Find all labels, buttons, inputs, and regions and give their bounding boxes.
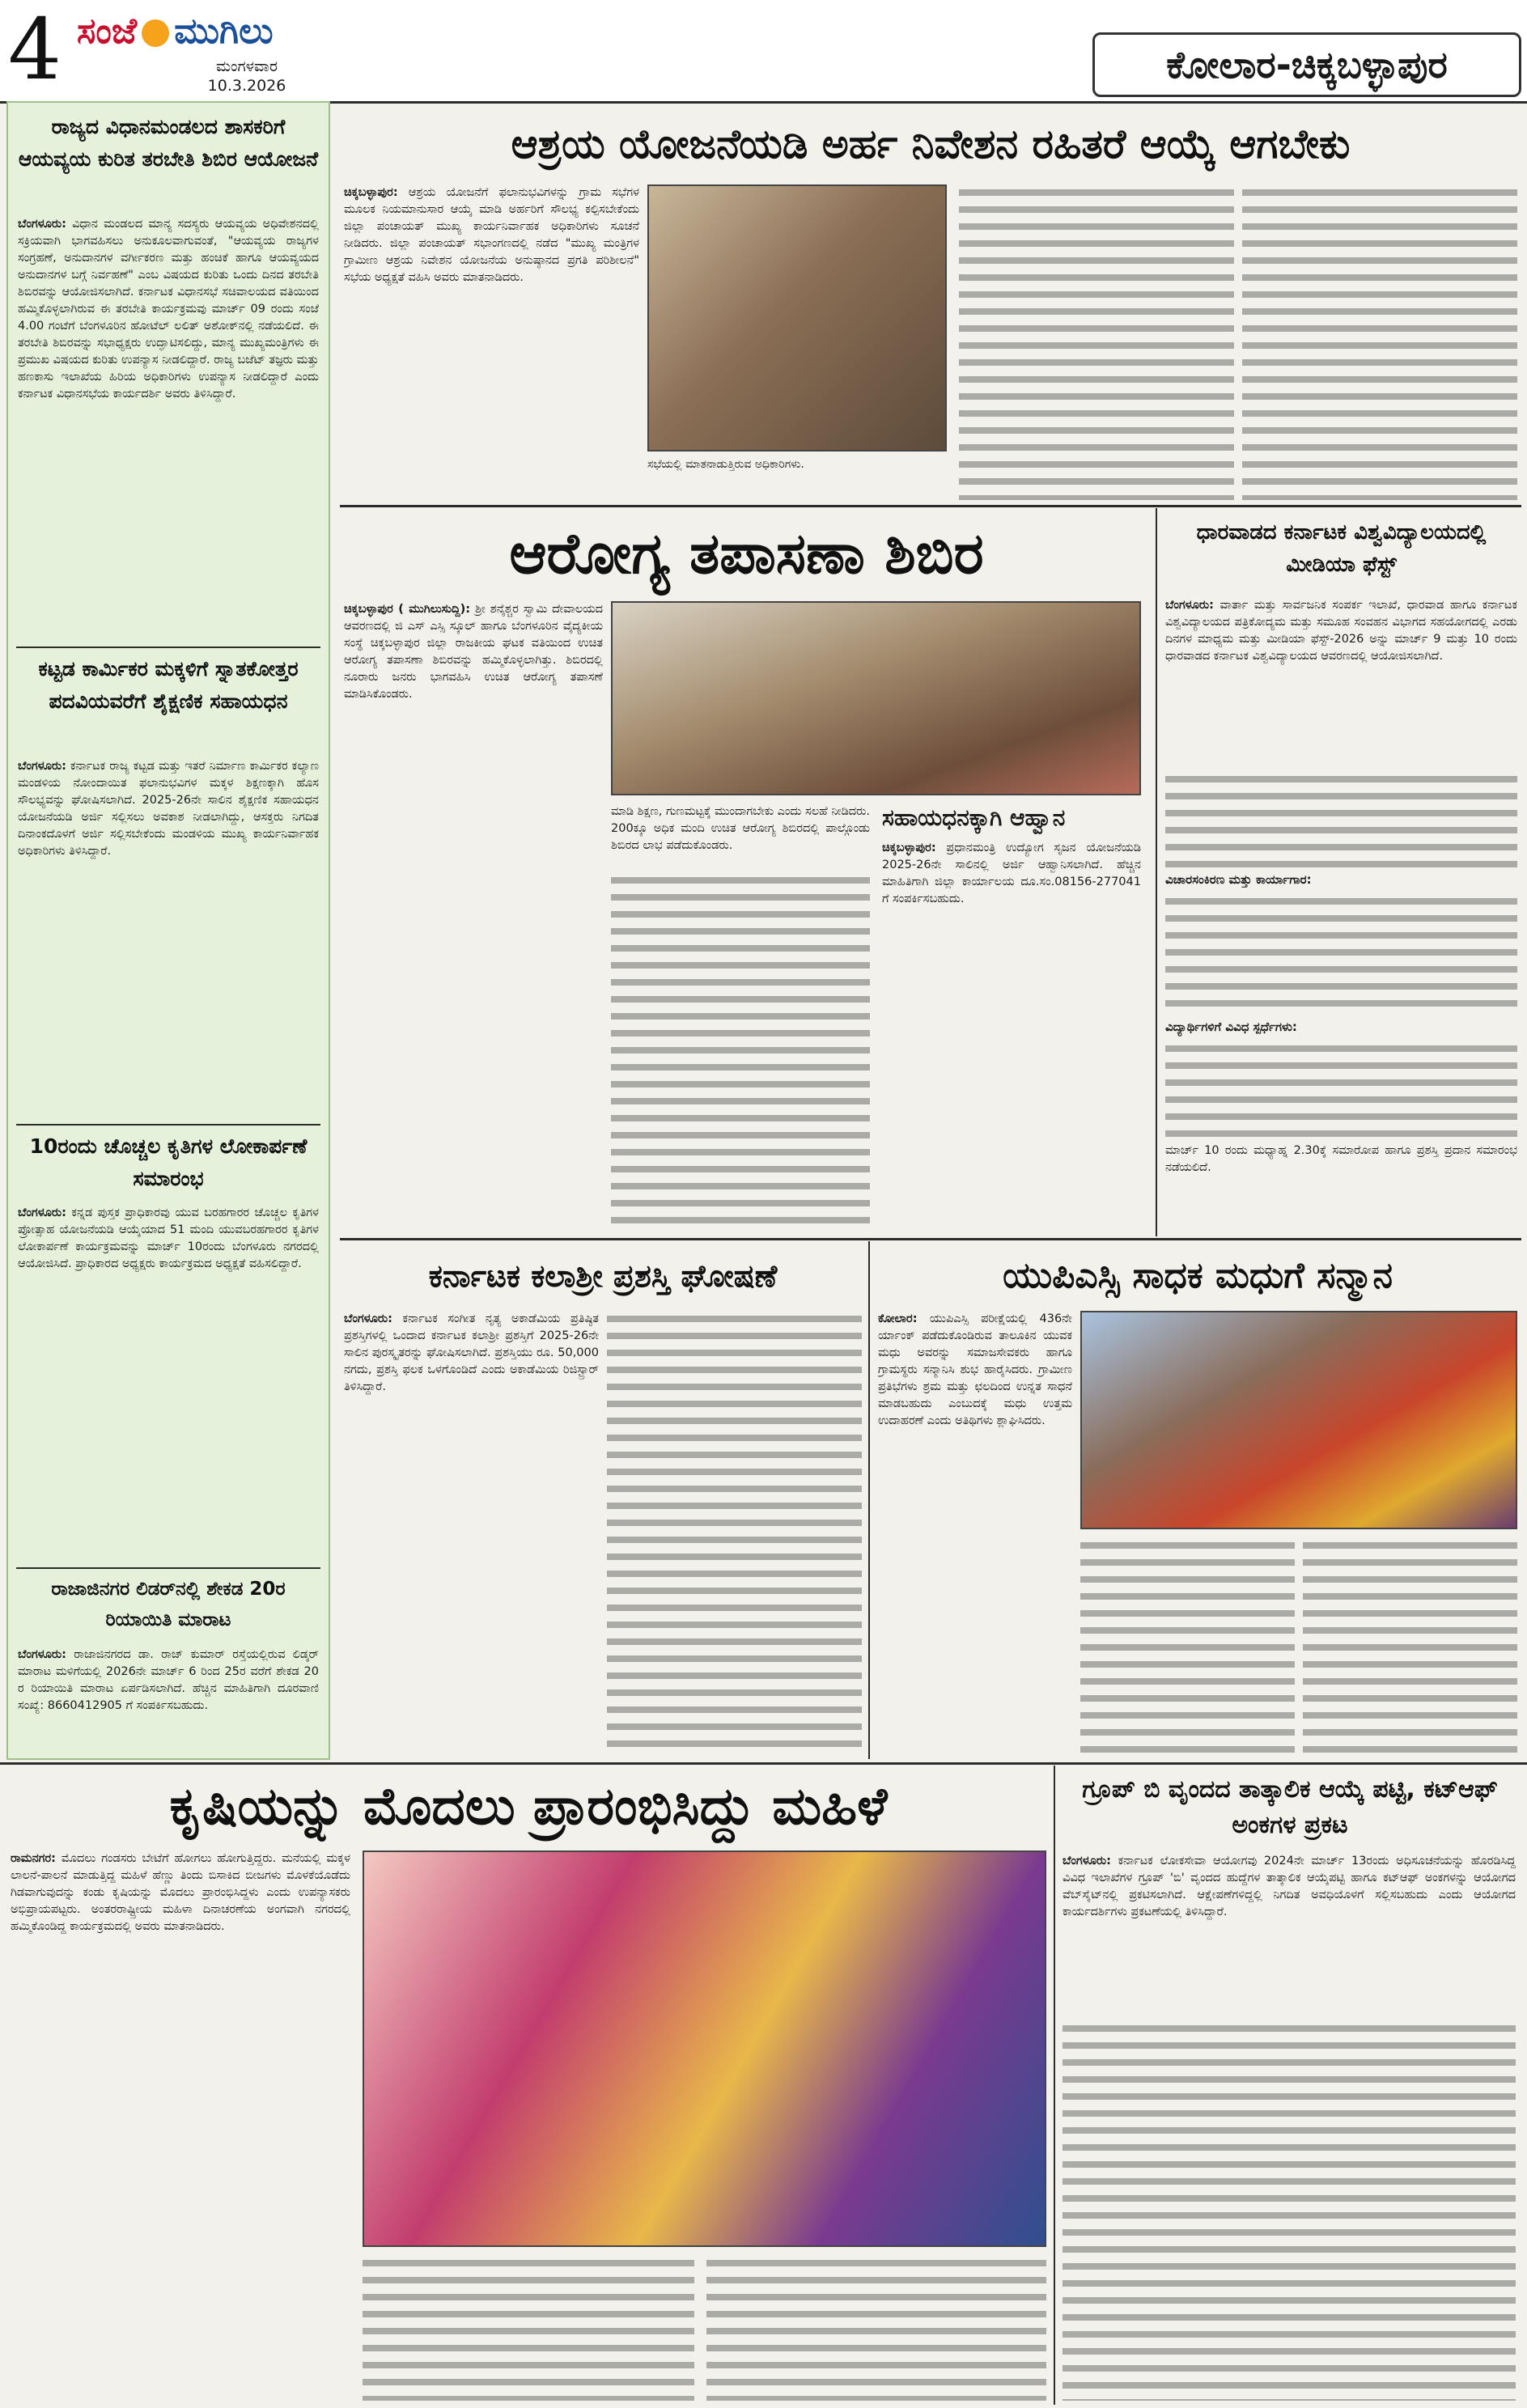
issue-date — [166, 57, 328, 97]
group-b-body — [1063, 1853, 1516, 2015]
kalashri-dateline: ಬೆಂಗಳೂರು: — [344, 1312, 392, 1325]
section-title: ಕೋಲಾರ-ಚಿಕ್ಕಬಳ್ಳಾಪುರ — [1092, 32, 1521, 97]
sidebar-divider — [16, 647, 320, 648]
sidebar-story2-text: ಕರ್ನಾಟಕ ರಾಜ್ಯ ಕಟ್ಟಡ ಮತ್ತು ಇತರೆ ನಿರ್ಮಾಣ ಕಾರ್ಮಿಕರ ಕಲ್ಯಾಣ ಮಂಡಳಿಯ ನೋಂದಾಯಿತ ಫಲಾನುಭವಿಗಳ ಮಕ್ಕಳ ಶಿಕ್ಷಣಕ್ಕಾಗಿ ಹೊಸ ಸೌಲಭ್ಯವನ್ನು ಘೋಷಿಸಲಾಗಿದೆ. 2025-26ನೇ ಸಾಲಿನ ಶೈಕ್ಷಣಿಕ ಸಹಾಯಧನ ಯೋಜನೆಯಡಿ ಅರ್ಜಿ ಸಲ್ಲಿಸಲು ಅವಕಾಶ ನೀಡಲಾಗಿದ್ದು, ಆಸಕ್ತರು ನಿಗದಿತ ದಿನಾಂಕದೊಳಗೆ ಅರ್ಜಿ ಸಲ್ಲಿಸಬೇಕೆಂದು ಮಂಡಳಿಯ ಮುಖ್ಯ ಕಾರ್ಯನಿರ್ವಾಹಕ ಅಧಿಕಾರಿಗಳು ತಿಳಿಸಿದ್ದಾರೆ. — [18, 760, 319, 858]
upsc-text: ಯುಪಿಎಸ್ಸಿ ಪರೀಕ್ಷೆಯಲ್ಲಿ 436ನೇ ರ್ಯಾಂಕ್ ಪಡೆದುಕೊಂಡಿರುವ ತಾಲೂಕಿನ ಯುವಕ ಮಧು ಅವರನ್ನು ಸಮಾಜಸೇವಕರು ಹಾಗೂ ಗ್ರಾಮಸ್ಥರು ಸನ್ಮಾನಿಸಿ ಶುಭ ಹಾರೈಸಿದರು. ಗ್ರಾಮೀಣ ಪ್ರತಿಭೆಗಳು ಶ್ರಮ ಮತ್ತು ಛಲದಿಂದ ಉನ್ನತ ಸಾಧನೆ ಮಾಡಬಹುದು ಎಂಬುದಕ್ಕೆ ಮಧು ಉತ್ತಮ ಉದಾಹರಣೆ ಎಂದು ಅತಿಥಿಗಳು ಶ್ಲಾಘಿಸಿದರು. — [878, 1312, 1072, 1427]
top-story-dateline: ಚಿಕ್ಕಬಳ್ಳಾಪುರ: — [344, 186, 398, 199]
farming-body-col3 — [706, 2255, 1046, 2401]
health-camp-story — [340, 508, 1153, 1236]
sidebar-story4-headline: ರಾಜಾಜಿನಗರ ಲಿಡರ್‌ನಲ್ಲಿ ಶೇಕಡ 20ರ ರಿಯಾಯಿತಿ ಮಾರಾಟ — [51, 1579, 286, 1630]
kalashri-story — [340, 1241, 866, 1759]
farming-text: ಮೊದಲು ಗಂಡಸರು ಬೇಟೆಗೆ ಹೋಗಲು ಹೋಗುತ್ತಿದ್ದರು. ಮನೆಯಲ್ಲಿ ಮಕ್ಕಳ ಲಾಲನೆ-ಪಾಲನೆ ಮಾಡುತ್ತಿದ್ದ ಮಹಿಳೆ ಹೆಣ್ಣು ತಿಂದು ಬಿಸಾಕಿದ ಬೀಜಗಳು ಮೊಳಕೆಯೊಡೆದು ಗಿಡವಾಗುವುದನ್ನು ಕಂಡು ಕೃಷಿಯನ್ನು ಮೊದಲು ಪ್ರಾರಂಭಿಸಿದ್ದಳು ಎಂದು ಉಪನ್ಯಾಸಕರು ಅಭಿಪ್ರಾಯಪಟ್ಟರು. ಅಂತರರಾಷ್ಟ್ರೀಯ ಮಹಿಳಾ ದಿನಾಚರಣೆಯ ಅಂಗವಾಗಿ ನಗರದಲ್ಲಿ ಹಮ್ಮಿಕೊಂಡಿದ್ದ ಕಾರ್ಯಕ್ರಮದಲ್ಲಿ ಅವರು ಮಾತನಾಡಿದರು. — [11, 1852, 350, 1933]
health-camp-body-col2: ಮಾಡಿ ಶಿಕ್ಷಣ, ಗುಣಮಟ್ಟಕ್ಕೆ ಮುಂದಾಗಬೇಕು ಎಂದು ಸಲಹೆ ನೀಡಿದರು. 200ಕ್ಕೂ ಅಧಿಕ ಮಂದಿ ಉಚಿತ ಆರೋಗ್ಯ ಶಿಬಿರದಲ್ಲಿ ಪಾಲ್ಗೊಂಡು ಶಿಬಿರದ ಲಾಭ ಪಡೆದುಕೊಂಡರು. — [611, 805, 870, 852]
sidebar-story1-body — [18, 216, 319, 637]
sidebar-story4-dateline: ಬೆಂಗಳೂರು: — [18, 1648, 66, 1661]
upsc-dateline: ಕೋಲಾರ: — [878, 1312, 918, 1325]
health-camp-body-col2-more — [611, 872, 870, 1228]
media-fest-section2 — [1165, 1041, 1517, 1138]
sidebar-story1-headline: ರಾಜ್ಯದ ವಿಧಾನಮಂಡಲದ ಶಾಸಕರಿಗೆ ಆಯವ್ಯಯ ಕುರಿತ ತರಬೇತಿ ಶಿಬಿರ ಆಯೋಜನೆ — [18, 115, 319, 171]
media-fest-subhead1: ವಿಚಾರಸಂಕಿರಣ ಮತ್ತು ಕಾರ್ಯಾಗಾರ: — [1165, 872, 1312, 887]
health-camp-body-col1 — [344, 601, 603, 1232]
logo-text-part1: ಸಂಜೆ — [77, 11, 138, 52]
media-fest-text: ವಾರ್ತಾ ಮತ್ತು ಸಾರ್ವಜನಿಕ ಸಂಪರ್ಕ ಇಲಾಖೆ, ಧಾರವಾಡ ಹಾಗೂ ಕರ್ನಾಟಕ ವಿಶ್ವವಿದ್ಯಾಲಯದ ಪತ್ರಿಕೋದ್ಯಮ ಮತ್ತು ಸಮೂಹ ಸಂವಹನ ವಿಭಾಗದ ಸಹಯೋಗದಲ್ಲಿ ಎರಡು ದಿನಗಳ ಮಾಧ್ಯಮ ಮತ್ತು ಮೀಡಿಯಾ ಫೆಸ್ಟ್-2026 ಅನ್ನು ಮಾರ್ಚ್ 9 ಮತ್ತು 10 ರಂದು ಧಾರವಾಡದ ಕರ್ನಾಟಕ ವಿಶ್ವವಿದ್ಯಾಲಯದ ಆವರಣದಲ್ಲಿ ಆಯೋಜಿಸಲಾಗಿದೆ. — [1165, 599, 1517, 663]
upsc-body-col1 — [878, 1311, 1072, 1756]
group-b-body-more — [1063, 2020, 1516, 2401]
group-b-story — [1058, 1766, 1521, 2405]
group-b-headline: ಗ್ರೂಪ್ ಬಿ ವೃಂದದ ತಾತ್ಕಾಲಿಕ ಆಯ್ಕೆ ಪಟ್ಟಿ, ಕಟ್‌ಆಫ್ ಅಂಕಗಳ ಪ್ರಕಟ — [1082, 1775, 1498, 1839]
top-story-headline: ಆಶ್ರಯ ಯೋಜನೆಯಡಿ ಅರ್ಹ ನಿವೇಶನ ರಹಿತರೆ ಆಯ್ಕೆ ಆಗಬೇಕು — [511, 121, 1351, 167]
sidebar-story3-body — [18, 1205, 319, 1561]
upsc-headline: ಯುಪಿಎಸ್ಸಿ ಸಾಧಕ ಮಧುಗೆ ಸನ್ಮಾನ — [1003, 1255, 1393, 1296]
top-story-body-col3 — [1242, 184, 1517, 500]
sidebar-story4-text: ರಾಜಾಜಿನಗರದ ಡಾ. ರಾಜ್ ಕುಮಾರ್ ರಸ್ತೆಯಲ್ಲಿರುವ ಲಿಡ್ಕರ್ ಮಾರಾಟ ಮಳಿಗೆಯಲ್ಲಿ 2026ನೇ ಮಾರ್ಚ್ 6 ರಿಂದ 25ರ ವರೆಗೆ ಶೇಕಡ 20 ರ ರಿಯಾಯಿತಿ ಮಾರಾಟ ಏರ್ಪಡಿಸಲಾಗಿದೆ. ಹೆಚ್ಚಿನ ಮಾಹಿತಿಗಾಗಿ ದೂರವಾಣಿ ಸಂಖ್ಯೆ: 8660412905 ಗೆ ಸಂಪರ್ಕಿಸಬಹುದು. — [18, 1648, 319, 1712]
upsc-body-col3 — [1303, 1537, 1517, 1756]
kalashri-body-col2 — [607, 1311, 862, 1756]
health-camp-photo — [611, 601, 1141, 795]
top-story-photo — [647, 184, 947, 451]
sidebar-story2-headline: ಕಟ್ಟಡ ಕಾರ್ಮಿಕರ ಮಕ್ಕಳಿಗೆ ಸ್ನಾತಕೋತ್ತರ ಪದವಿಯವರೆಗೆ ಶೈಕ್ಷಣಿಕ ಸಹಾಯಧನ — [38, 657, 299, 713]
sidebar-story2-body — [18, 758, 319, 1114]
column-divider — [1054, 1766, 1055, 2405]
top-story — [340, 104, 1521, 504]
sidebar-divider — [16, 1567, 320, 1569]
section-divider — [340, 1238, 1521, 1240]
page-number: 4 — [7, 0, 62, 99]
farming-headline: ಕೃಷಿಯನ್ನು ಮೊದಲು ಪ್ರಾರಂಭಿಸಿದ್ದು ಮಹಿಳೆ — [169, 1777, 888, 1837]
group-b-dateline: ಬೆಂಗಳೂರು: — [1063, 1855, 1111, 1867]
upsc-story — [874, 1241, 1521, 1759]
farming-body-col2 — [363, 2255, 694, 2401]
health-camp-text: ಶ್ರೀ ಶನೈಶ್ಚರ ಸ್ವಾಮಿ ದೇವಾಲಯದ ಆವರಣದಲ್ಲಿ ಜಿ ಎಸ್ ಎಸ್ಸಿ ಸ್ಕೂಲ್ ಹಾಗೂ ಬೆಂಗಳೂರಿನ ವೈದ್ಯಕೀಯ ಸಂಸ್ಥೆ ಚಿಕ್ಕಬಳ್ಳಾಪುರ ಜಿಲ್ಲಾ ರಾಜಕೀಯ ಘಟಕ ವತಿಯಿಂದ ಉಚಿತ ಆರೋಗ್ಯ ತಪಾಸಣಾ ಶಿಬಿರವನ್ನು ಹಮ್ಮಿಕೊಳ್ಳಲಾಗಿತ್ತು. ಶಿಬಿರದಲ್ಲಿ ನೂರಾರು ಜನರು ಭಾಗವಹಿಸಿ ಉಚಿತ ಆರೋಗ್ಯ ತಪಾಸಣೆ ಮಾಡಿಸಿಕೊಂಡರು. — [344, 603, 603, 701]
media-fest-headline: ಧಾರವಾಡದ ಕರ್ನಾಟಕ ವಿಶ್ವವಿದ್ಯಾಲಯದಲ್ಲಿ ಮೀಡಿಯಾ ಫೆಸ್ಟ್ — [1196, 520, 1487, 577]
upsc-photo — [1080, 1311, 1517, 1529]
group-b-text: ಕರ್ನಾಟಕ ಲೋಕಸೇವಾ ಆಯೋಗವು 2024ನೇ ಮಾರ್ಚ್ 13ರಂದು ಅಧಿಸೂಚನೆಯನ್ನು ಹೊರಡಿಸಿದ್ದ ವಿವಿಧ ಇಲಾಖೆಗಳ ಗ್ರೂಪ್ 'ಬಿ' ವೃಂದದ ಹುದ್ದೆಗಳ ತಾತ್ಕಾಲಿಕ ಆಯ್ಕೆಪಟ್ಟಿ ಹಾಗೂ ಕಟ್‌ಆಫ್ ಅಂಕಗಳನ್ನು ಆಯೋಗದ ವೆಬ್‌ಸೈಟ್‌ನಲ್ಲಿ ಪ್ರಕಟಿಸಲಾಗಿದೆ. ಆಕ್ಷೇಪಣೆಗಳಿದ್ದಲ್ಲಿ ನಿಗದಿತ ಅವಧಿಯೊಳಗೆ ಸಲ್ಲಿಸಬಹುದು ಎಂದು ಆಯೋಗದ ಕಾರ್ಯದರ್ಶಿಗಳು ಪ್ರಕಟಣೆಯಲ್ಲಿ ತಿಳಿಸಿದ್ದಾರೆ. — [1063, 1855, 1516, 1918]
logo-text-part2: ಮುಗಿಲು — [174, 11, 274, 52]
media-fest-story — [1161, 508, 1521, 1236]
health-camp-headline: ಆರೋಗ್ಯ ತಪಾಸಣಾ ಶಿಬಿರ — [509, 520, 984, 587]
kalashri-headline: ಕರ್ನಾಟಕ ಕಲಾಶ್ರೀ ಪ್ರಶಸ್ತಿ ಘೋಷಣೆ — [428, 1258, 778, 1294]
farming-photo — [363, 1851, 1046, 2247]
media-fest-dateline: ಬೆಂಗಳೂರು: — [1165, 599, 1214, 612]
media-fest-subhead2: ವಿದ್ಯಾರ್ಥಿಗಳಿಗೆ ವಿವಿಧ ಸ್ಪರ್ಧೆಗಳು: — [1165, 1020, 1297, 1034]
sidebar-story1-dateline: ಬೆಂಗಳೂರು: — [18, 218, 66, 231]
column-divider — [1156, 508, 1157, 1236]
top-story-photo-caption: ಸಭೆಯಲ್ಲಿ ಮಾತನಾಡುತ್ತಿರುವ ಅಧಿಕಾರಿಗಳು. — [647, 458, 804, 471]
media-fest-section1 — [1165, 893, 1517, 1015]
sidebar-story4-body — [18, 1647, 319, 1753]
column-divider — [868, 1241, 870, 1759]
health-camp-dateline: ಚಿಕ್ಕಬಳ್ಳಾಪುರ ( ಮುಗಿಲುಸುದ್ದಿ): — [344, 603, 471, 616]
sidebar-story3-dateline: ಬೆಂಗಳೂರು: — [18, 1206, 66, 1219]
subsidy-dateline: ಚಿಕ್ಕಬಳ್ಳಾಪುರ: — [882, 842, 936, 854]
sidebar-story2-dateline: ಬೆಂಗಳೂರು: — [18, 760, 66, 773]
top-story-body-col2 — [959, 184, 1234, 500]
media-fest-closing: ಮಾರ್ಚ್ 10 ರಂದು ಮಧ್ಯಾಹ್ನ 2.30ಕ್ಕೆ ಸಮಾರೋಪ ಹಾಗೂ ಪ್ರಶಸ್ತಿ ಪ್ರದಾನ ಸಮಾರಂಭ ನಡೆಯಲಿದೆ. — [1165, 1144, 1517, 1174]
issue-date-value: 10.3.2026 — [207, 77, 286, 95]
media-fest-body-more — [1165, 771, 1517, 868]
section-divider — [0, 1762, 1527, 1765]
sidebar-column — [6, 101, 330, 1760]
kalashri-text: ಕರ್ನಾಟಕ ಸಂಗೀತ ನೃತ್ಯ ಅಕಾಡೆಮಿಯ ಪ್ರತಿಷ್ಠಿತ ಪ್ರಶಸ್ತಿಗಳಲ್ಲಿ ಒಂದಾದ ಕರ್ನಾಟಕ ಕಲಾಶ್ರೀ ಪ್ರಶಸ್ತಿಗೆ 2025-26ನೇ ಸಾಲಿನ ಪುರಸ್ಕೃತರನ್ನು ಘೋಷಿಸಲಾಗಿದೆ. ಪ್ರಶಸ್ತಿಯು ರೂ. 50,000 ನಗದು, ಪ್ರಶಸ್ತಿ ಫಲಕ ಒಳಗೊಂಡಿದೆ ಎಂದು ಅಕಾಡೆಮಿಯ ರಿಜಿಸ್ಟ್ರಾರ್ ತಿಳಿಸಿದ್ದಾರೆ. — [344, 1312, 599, 1393]
subsidy-body — [882, 840, 1141, 1228]
masthead — [0, 0, 1527, 101]
sidebar-divider — [16, 1124, 320, 1126]
sun-icon — [142, 19, 169, 47]
kalashri-body-col1 — [344, 1311, 599, 1756]
newspaper-logo — [77, 6, 328, 57]
media-fest-body — [1165, 597, 1517, 767]
section-divider — [340, 505, 1521, 507]
farming-body-col1 — [11, 1851, 350, 2401]
sidebar-story3-text: ಕನ್ನಡ ಪುಸ್ತಕ ಪ್ರಾಧಿಕಾರವು ಯುವ ಬರಹಗಾರರ ಚೊಚ್ಚಲ ಕೃತಿಗಳ ಪ್ರೋತ್ಸಾಹ ಯೋಜನೆಯಡಿ ಆಯ್ಕೆಯಾದ 51 ಮಂದಿ ಯುವಬರಹಗಾರರ ಕೃತಿಗಳ ಲೋಕಾರ್ಪಣೆ ಕಾರ್ಯಕ್ರಮವನ್ನು ಮಾರ್ಚ್ 10ರಂದು ಬೆಂಗಳೂರು ನಗರದಲ್ಲಿ ಆಯೋಜಿಸಿದೆ. ಪ್ರಾಧಿಕಾರದ ಅಧ್ಯಕ್ಷರು ಕಾರ್ಯಕ್ರಮದ ಅಧ್ಯಕ್ಷತೆ ವಹಿಸಲಿದ್ದಾರೆ. — [18, 1206, 319, 1270]
subsidy-text: ಪ್ರಧಾನಮಂತ್ರಿ ಉದ್ಯೋಗ ಸೃಜನ ಯೋಜನೆಯಡಿ 2025-26ನೇ ಸಾಲಿನಲ್ಲಿ ಅರ್ಜಿ ಆಹ್ವಾನಿಸಲಾಗಿದೆ. ಹೆಚ್ಚಿನ ಮಾಹಿತಿಗಾಗಿ ಜಿಲ್ಲಾ ಕಾರ್ಯಾಲಯ ದೂ.ಸಂ.08156-277041 ಗೆ ಸಂಪರ್ಕಿಸಬಹುದು. — [882, 842, 1141, 905]
subsidy-headline: ಸಹಾಯಧನಕ್ಕಾಗಿ ಆಹ್ವಾನ — [882, 804, 1066, 831]
top-story-text: ಆಶ್ರಯ ಯೋಜನೆಗೆ ಫಲಾನುಭವಿಗಳನ್ನು ಗ್ರಾಮ ಸಭೆಗಳ ಮೂಲಕ ನಿಯಮಾನುಸಾರ ಆಯ್ಕೆ ಮಾಡಿ ಅರ್ಹರಿಗೆ ಸೌಲಭ್ಯ ಕಲ್ಪಿಸಬೇಕೆಂದು ಜಿಲ್ಲಾ ಪಂಚಾಯತ್ ಮುಖ್ಯ ಕಾರ್ಯನಿರ್ವಾಹಕ ಅಧಿಕಾರಿಗಳು ಸೂಚನೆ ನೀಡಿದರು. ಜಿಲ್ಲಾ ಪಂಚಾಯತ್ ಸಭಾಂಗಣದಲ್ಲಿ ನಡೆದ "ಮುಖ್ಯ ಮಂತ್ರಿಗಳ ಗ್ರಾಮೀಣ ಆಶ್ರಯ ನಿವೇಶನ ಯೋಜನೆಯ ಅನುಷ್ಠಾನದ ಪ್ರಗತಿ ಪರಿಶೀಲನೆ" ಸಭೆಯ ಅಧ್ಯಕ್ಷತೆ ವಹಿಸಿ ಅವರು ಮಾತನಾಡಿದರು. — [344, 186, 639, 284]
sidebar-story1-text: ವಿಧಾನ ಮಂಡಲದ ಮಾನ್ಯ ಸದಸ್ಯರು ಆಯವ್ಯಯ ಅಧಿವೇಶನದಲ್ಲಿ ಸಕ್ರಿಯವಾಗಿ ಭಾಗವಹಿಸಲು ಅನುಕೂಲವಾಗುವಂತೆ, "ಆಯವ್ಯಯ ರಾಜ್ಯಗಳ ಸಂಗ್ರಹಣೆ, ಅನುದಾನಗಳ ವರ್ಗೀಕರಣ ಮತ್ತು ಹಂಚಿಕೆ ಹಾಗೂ ಆಯವ್ಯಯದ ಅನುದಾನಗಳ ಬಗ್ಗೆ ನಿರ್ವಹಣೆ" ಎಂಬ ವಿಷಯದ ಕುರಿತು ಒಂದು ದಿನದ ತರಬೇತಿ ಶಿಬಿರವನ್ನು ಆಯೋಜಿಸಲಾಗಿದೆ. ಕರ್ನಾಟಕ ವಿಧಾನಸಭೆ ಸಚಿವಾಲಯದ ವತಿಯಿಂದ ಹಮ್ಮಿಕೊಳ್ಳಲಾಗಿರುವ ಈ ತರಬೇತಿ ಕಾರ್ಯಕ್ರಮವು ಮಾರ್ಚ್ 09 ರಂದು ಸಂಜೆ 4.00 ಗಂಟೆಗೆ ಬೆಂಗಳೂರಿನ ಹೋಟೆಲ್ ಲಲಿತ್ ಅಶೋಕ್‌ನಲ್ಲಿ ನಡೆಯಲಿದೆ. ಈ ತರಬೇತಿ ಶಿಬಿರವನ್ನು ಸಭಾಧ್ಯಕ್ಷರು ಉದ್ಘಾಟಿಸಲಿದ್ದು, ಮಾನ್ಯ ಮುಖ್ಯಮಂತ್ರಿಗಳು ಈ ಪ್ರಮುಖ ವಿಷಯದ ಕುರಿತು ಉಪನ್ಯಾಸ ನೀಡಲಿದ್ದಾರೆ. ರಾಜ್ಯ ಬಜೆಟ್ ತಜ್ಞರು ಮತ್ತು ಹಣಕಾಸು ಇಲಾಖೆಯ ಹಿರಿಯ ಅಧಿಕಾರಿಗಳು ಉಪನ್ಯಾಸ ನೀಡಲಿದ್ದಾರೆ ಎಂದು ಕರ್ನಾಟಕ ವಿಧಾನಸಭೆಯ ಕಾರ್ಯದರ್ಶಿ ಅವರು ತಿಳಿಸಿದ್ದಾರೆ. — [18, 218, 319, 401]
farming-dateline: ರಾಮನಗರ: — [11, 1852, 56, 1865]
sidebar-story3-headline: 10ರಂದು ಚೊಚ್ಚಲ ಕೃತಿಗಳ ಲೋಕಾರ್ಪಣೆ ಸಮಾರಂಭ — [29, 1134, 308, 1190]
farming-story — [6, 1766, 1050, 2405]
top-story-body-col1 — [344, 184, 639, 500]
issue-weekday: ಮಂಗಳವಾರ — [215, 57, 278, 75]
upsc-body-col2 — [1080, 1537, 1295, 1756]
